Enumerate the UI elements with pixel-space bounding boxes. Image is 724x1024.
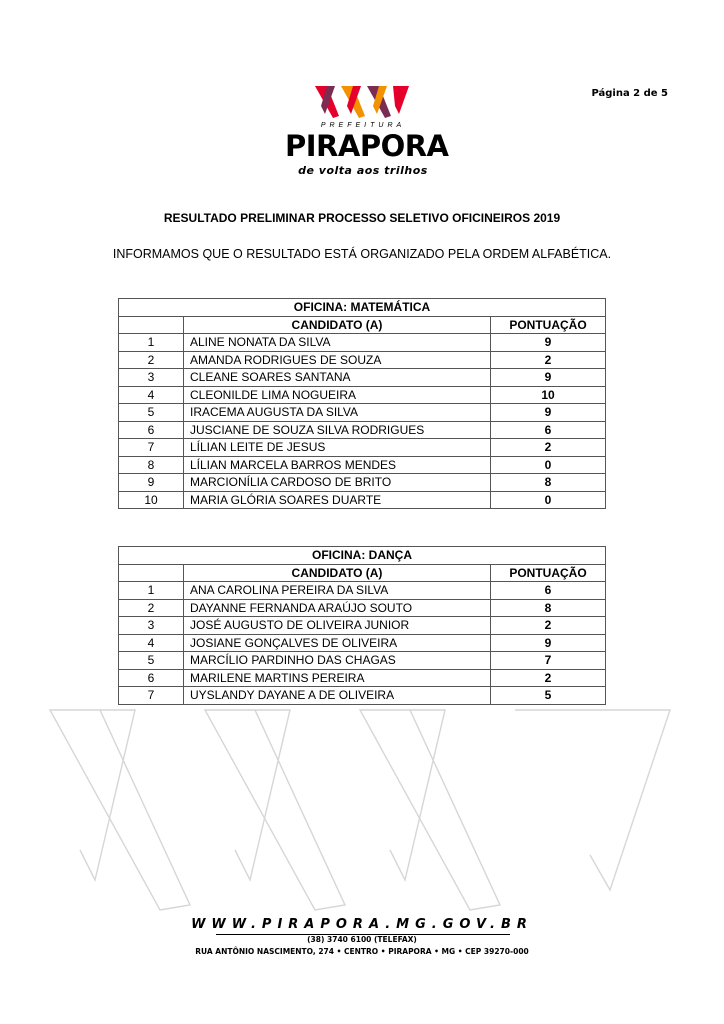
candidate-score: 9 <box>491 634 606 652</box>
danca-results-table <box>118 546 606 705</box>
table-row <box>119 582 606 600</box>
logo-mark-icon <box>313 84 413 120</box>
watermark-icon <box>40 690 680 920</box>
candidate-name: MARCIONÍLIA CARDOSO DE BRITO <box>184 474 491 492</box>
footer-address: RUA ANTÔNIO NASCIMENTO, 274 • CENTRO • PIRAPORA • MG • CEP 39270-000 <box>195 947 529 956</box>
candidate-score: 8 <box>491 474 606 492</box>
candidate-score: 2 <box>491 351 606 369</box>
logo-name: PIRAPORA <box>285 129 449 163</box>
header-score: PONTUAÇÃO <box>491 564 606 582</box>
row-number: 2 <box>119 599 184 617</box>
footer-phone: (38) 3740 6100 (TELEFAX) <box>307 935 417 944</box>
candidate-score: 10 <box>491 386 606 404</box>
candidate-name: JOSÉ AUGUSTO DE OLIVEIRA JUNIOR <box>184 617 491 635</box>
header-score: PONTUAÇÃO <box>491 316 606 334</box>
document-title: RESULTADO PRELIMINAR PROCESSO SELETIVO OFICINEIROS 2019 <box>163 211 561 225</box>
candidate-score: 9 <box>491 334 606 352</box>
table-row <box>119 351 606 369</box>
table-row <box>119 491 606 509</box>
footer-website: WWW.PIRAPORA.MG.GOV.BR <box>191 917 533 932</box>
row-number: 6 <box>119 669 184 687</box>
table-title: OFICINA: MATEMÁTICA <box>119 299 606 317</box>
candidate-score: 2 <box>491 439 606 457</box>
candidate-name: CLEONILDE LIMA NOGUEIRA <box>184 386 491 404</box>
table-row <box>119 599 606 617</box>
row-number: 3 <box>119 369 184 387</box>
candidate-name: JOSIANE GONÇALVES DE OLIVEIRA <box>184 634 491 652</box>
row-number: 2 <box>119 351 184 369</box>
candidate-score: 2 <box>491 669 606 687</box>
candidate-score: 6 <box>491 421 606 439</box>
candidate-score: 6 <box>491 582 606 600</box>
logo-prefix: PREFEITURA <box>320 122 406 129</box>
candidate-name: MARCÍLIO PARDINHO DAS CHAGAS <box>184 652 491 670</box>
table-row <box>119 652 606 670</box>
document-note: INFORMAMOS QUE O RESULTADO ESTÁ ORGANIZADO PELA ORDEM ALFABÉTICA. <box>112 247 612 261</box>
candidate-name: DAYANNE FERNANDA ARAÚJO SOUTO <box>184 599 491 617</box>
table-row <box>119 421 606 439</box>
candidate-name: MARIA GLÓRIA SOARES DUARTE <box>184 491 491 509</box>
candidate-name: CLEANE SOARES SANTANA <box>184 369 491 387</box>
candidate-score: 2 <box>491 617 606 635</box>
logo-slogan: de volta aos trilhos <box>298 164 428 177</box>
candidate-score: 5 <box>491 687 606 705</box>
matematica-results-table <box>118 298 606 509</box>
candidate-name: UYSLANDY DAYANE A DE OLIVEIRA <box>184 687 491 705</box>
table-row <box>119 456 606 474</box>
table-row <box>119 369 606 387</box>
row-number: 7 <box>119 439 184 457</box>
header-candidate: CANDIDATO (A) <box>184 316 491 334</box>
candidate-name: LÍLIAN MARCELA BARROS MENDES <box>184 456 491 474</box>
row-number: 9 <box>119 474 184 492</box>
header-number <box>119 564 184 582</box>
row-number: 3 <box>119 617 184 635</box>
table-row <box>119 634 606 652</box>
candidate-score: 8 <box>491 599 606 617</box>
candidate-name: JUSCIANE DE SOUZA SILVA RODRIGUES <box>184 421 491 439</box>
candidate-score: 9 <box>491 404 606 422</box>
table-row <box>119 386 606 404</box>
page-number: Página 2 de 5 <box>591 88 668 99</box>
row-number: 4 <box>119 386 184 404</box>
row-number: 5 <box>119 652 184 670</box>
row-number: 5 <box>119 404 184 422</box>
table-row <box>119 404 606 422</box>
candidate-name: MARILENE MARTINS PEREIRA <box>184 669 491 687</box>
candidate-score: 0 <box>491 491 606 509</box>
candidate-name: IRACEMA AUGUSTA DA SILVA <box>184 404 491 422</box>
table-row <box>119 617 606 635</box>
header-candidate: CANDIDATO (A) <box>184 564 491 582</box>
candidate-score: 9 <box>491 369 606 387</box>
candidate-name: AMANDA RODRIGUES DE SOUZA <box>184 351 491 369</box>
row-number: 7 <box>119 687 184 705</box>
candidate-name: ALINE NONATA DA SILVA <box>184 334 491 352</box>
row-number: 1 <box>119 334 184 352</box>
row-number: 8 <box>119 456 184 474</box>
row-number: 1 <box>119 582 184 600</box>
table-row <box>119 439 606 457</box>
row-number: 6 <box>119 421 184 439</box>
header-number <box>119 316 184 334</box>
table-row <box>119 669 606 687</box>
table-row <box>119 687 606 705</box>
row-number: 4 <box>119 634 184 652</box>
candidate-score: 7 <box>491 652 606 670</box>
row-number: 10 <box>119 491 184 509</box>
candidate-score: 0 <box>491 456 606 474</box>
candidate-name: LÍLIAN LEITE DE JESUS <box>184 439 491 457</box>
table-title: OFICINA: DANÇA <box>119 547 606 565</box>
candidate-name: ANA CAROLINA PEREIRA DA SILVA <box>184 582 491 600</box>
table-row <box>119 474 606 492</box>
table-row <box>119 334 606 352</box>
